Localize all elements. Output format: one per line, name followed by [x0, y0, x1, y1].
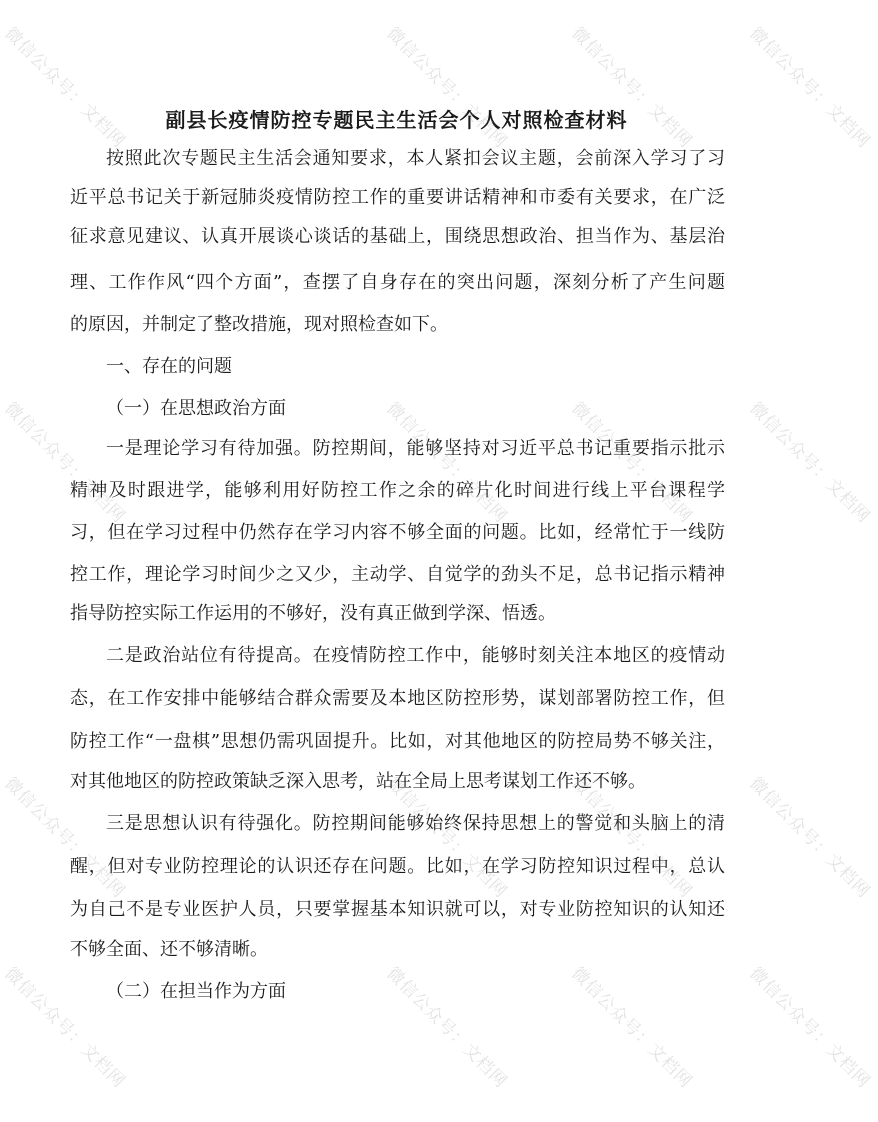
watermark-text: 微信公众号：文档网: [745, 398, 875, 528]
paragraph-line: 控工作，理论学习时间少之又少，主动学、自觉学的劲头不足，总书记指示精神: [70, 564, 725, 585]
subsection-heading: （二）在担当作为方面: [106, 981, 286, 1002]
watermark-text: 微信公众号：文档网: [0, 23, 130, 153]
paragraph-line: 不够全面、还不够清晰。: [70, 939, 268, 960]
paragraph-line: 指导防控实际工作运用的不够好，没有真正做到学深、悟透。: [70, 603, 556, 624]
watermark-text: 微信公众号：文档网: [382, 398, 512, 528]
section-heading: 一、存在的问题: [106, 356, 232, 377]
watermark-text: 微信公众号：文档网: [0, 773, 130, 903]
paragraph-line: 的原因，并制定了整改措施，现对照检查如下。: [70, 314, 448, 335]
watermark-text: 微信公众号：文档网: [0, 963, 130, 1093]
paragraph-line: 一是理论学习有待加强。防控期间，能够坚持对习近平总书记重要指示批示: [106, 438, 725, 459]
paragraph-line: 按照此次专题民主生活会通知要求，本人紧扣会议主题，会前深入学习了习: [106, 148, 725, 169]
paragraph-line: 防控工作“一盘棋”思想仍需巩固提升。比如，对其他地区的防控局势不够关注，: [70, 731, 725, 752]
paragraph-line: 理、工作作风“四个方面”，查摆了自身存在的突出问题，深刻分析了产生问题: [70, 272, 725, 293]
paragraph-line: 态，在工作安排中能够结合群众需要及本地区防控形势，谋划部署防控工作，但: [70, 688, 725, 709]
watermark-text: 微信公众号：文档网: [745, 773, 875, 903]
document-title: 副县长疫情防控专题民主生活会个人对照检查材料: [165, 108, 628, 132]
paragraph-line: 征求意见建议、认真开展谈心谈话的基础上，围绕思想政治、担当作为、基层治: [70, 226, 725, 247]
paragraph-line: 对其他地区的防控政策缺乏深入思考，站在全局上思考谋划工作还不够。: [70, 771, 646, 792]
watermark-text: 微信公众号：文档网: [382, 23, 512, 153]
watermark-text: 微信公众号：文档网: [567, 963, 697, 1093]
subsection-heading: （一）在思想政治方面: [106, 398, 286, 419]
paragraph-line: 近平总书记关于新冠肺炎疫情防控工作的重要讲话精神和市委有关要求，在广泛: [70, 187, 725, 208]
watermark-text: 微信公众号：文档网: [567, 398, 697, 528]
watermark-text: 微信公众号：文档网: [382, 773, 512, 903]
paragraph-line: 精神及时跟进学，能够利用好防控工作之余的碎片化时间进行线上平台课程学: [70, 480, 725, 501]
watermark-text: 微信公众号：文档网: [745, 963, 875, 1093]
paragraph-line: 习，但在学习过程中仍然存在学习内容不够全面的问题。比如，经常忙于一线防: [70, 522, 725, 543]
watermark-text: 微信公众号：文档网: [0, 398, 130, 528]
paragraph-line: 为自己不是专业医护人员，只要掌握基本知识就可以，对专业防控知识的认知还: [70, 899, 725, 920]
watermark-text: 微信公众号：文档网: [382, 963, 512, 1093]
watermark-text: 微信公众号：文档网: [567, 773, 697, 903]
watermark-text: 微信公众号：文档网: [745, 23, 875, 153]
paragraph-line: 醒，但对专业防控理论的认识还存在问题。比如，在学习防控知识过程中，总认: [70, 856, 725, 877]
paragraph-line: 三是思想认识有待强化。防控期间能够始终保持思想上的警觉和头脑上的清: [106, 813, 725, 834]
watermark-text: 微信公众号：文档网: [567, 23, 697, 153]
paragraph-line: 二是政治站位有待提高。在疫情防控工作中，能够时刻关注本地区的疫情动: [106, 645, 725, 666]
